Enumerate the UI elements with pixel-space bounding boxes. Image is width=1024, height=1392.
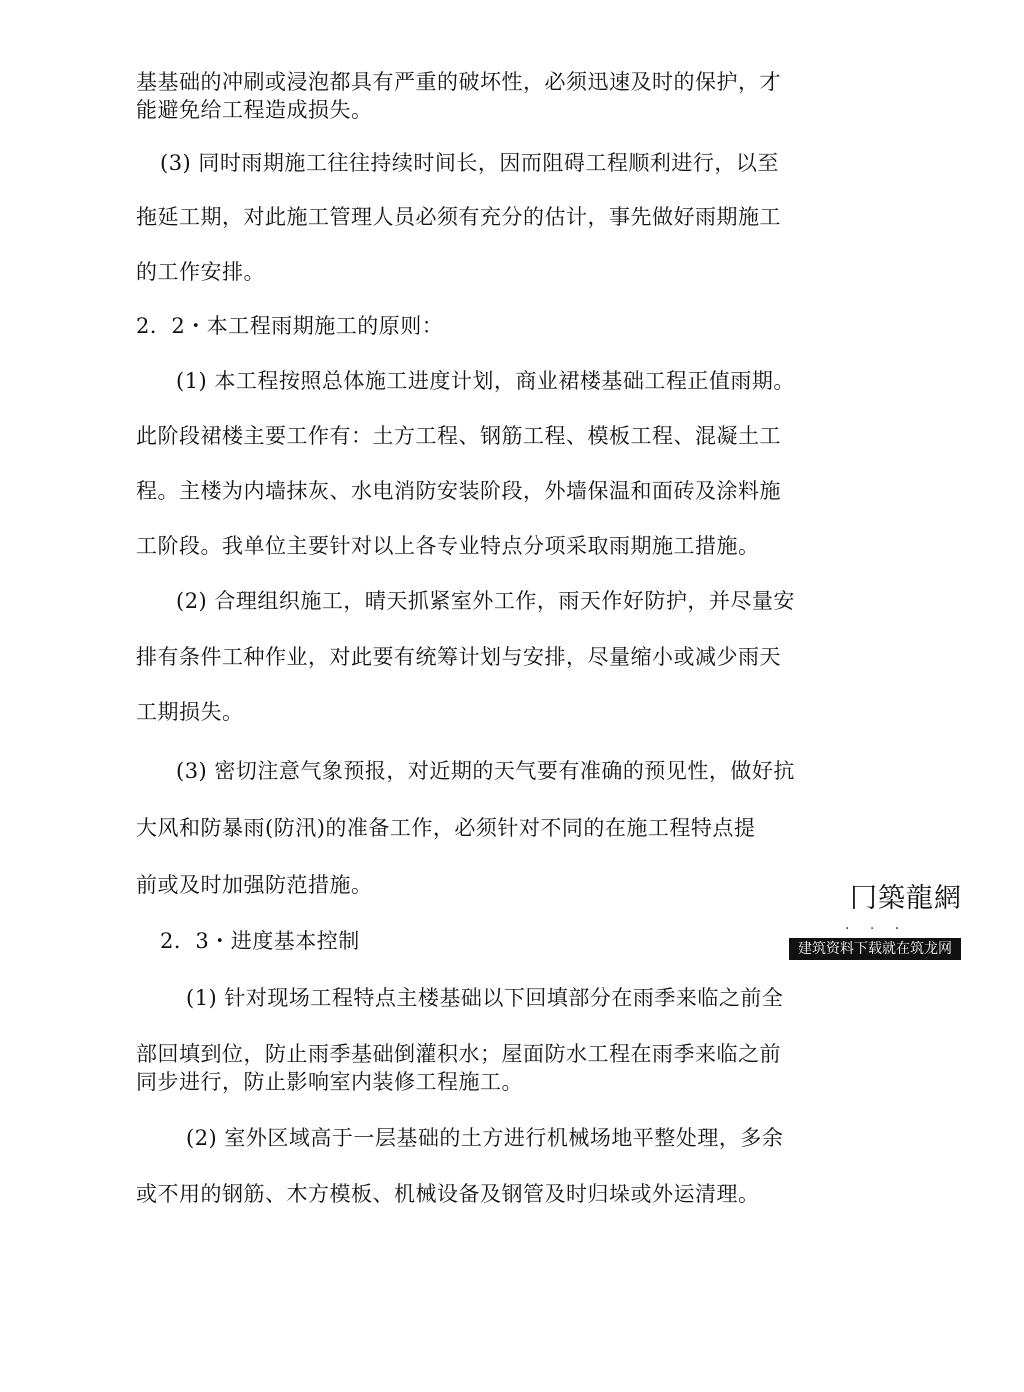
- section-heading: 2．2・本工程雨期施工的原则：: [136, 314, 444, 338]
- paragraph-line: 部回填到位，防止雨季基础倒灌积水；屋面防水工程在雨季来临之前: [136, 1042, 781, 1066]
- watermark-logo: 冂築龍網: [850, 883, 962, 914]
- paragraph-line: 能避免给工程造成损失。: [136, 98, 373, 122]
- paragraph-line: 拖延工期，对此施工管理人员必须有充分的估计，事先做好雨期施工: [136, 205, 781, 229]
- section-heading: 2．3・进度基本控制: [160, 929, 360, 953]
- paragraph-line: 基基础的冲刷或浸泡都具有严重的破坏性，必须迅速及时的保护，才: [136, 70, 781, 94]
- paragraph-line: (2) 合理组织施工，晴天抓紧室外工作，雨天作好防护，并尽量安: [176, 589, 795, 613]
- paragraph-line: 前或及时加强防范措施。: [136, 873, 373, 897]
- paragraph-line: (2) 室外区域高于一层基础的土方进行机械场地平整处理，多余: [186, 1126, 784, 1150]
- paragraph-line: (1) 针对现场工程特点主楼基础以下回填部分在雨季来临之前全: [186, 986, 784, 1010]
- paragraph-line: (3) 同时雨期施工往往持续时间长，因而阻碍工程顺利进行，以至: [160, 151, 779, 175]
- paragraph-line: 大风和防暴雨(防汛)的准备工作，必须针对不同的在施工程特点提: [136, 816, 756, 840]
- paragraph-line: 的工作安排。: [136, 260, 265, 284]
- watermark-banner: 建筑资料下载就在筑龙网: [789, 938, 961, 960]
- paragraph-line: 程。主楼为内墙抹灰、水电消防安装阶段，外墙保温和面砖及涂料施: [136, 479, 781, 503]
- paragraph-line: 工阶段。我单位主要针对以上各专业特点分项采取雨期施工措施。: [136, 534, 760, 558]
- paragraph-line: (3) 密切注意气象预报，对近期的天气要有准确的预见性，做好抗: [176, 759, 795, 783]
- paragraph-line: 工期损失。: [136, 700, 244, 724]
- paragraph-line: 此阶段裙楼主要工作有：土方工程、钢筋工程、模板工程、混凝土工: [136, 424, 781, 448]
- paragraph-line: 排有条件工种作业，对此要有统筹计划与安排，尽量缩小或减少雨天: [136, 645, 781, 669]
- paragraph-line: 或不用的钢筋、木方模板、机械设备及钢管及时归垛或外运清理。: [136, 1182, 760, 1206]
- paragraph-line: 同步进行，防止影响室内装修工程施工。: [136, 1070, 523, 1094]
- watermark-dots: · · ·: [845, 921, 908, 937]
- paragraph-line: (1) 本工程按照总体施工进度计划，商业裙楼基础工程正值雨期。: [176, 369, 795, 393]
